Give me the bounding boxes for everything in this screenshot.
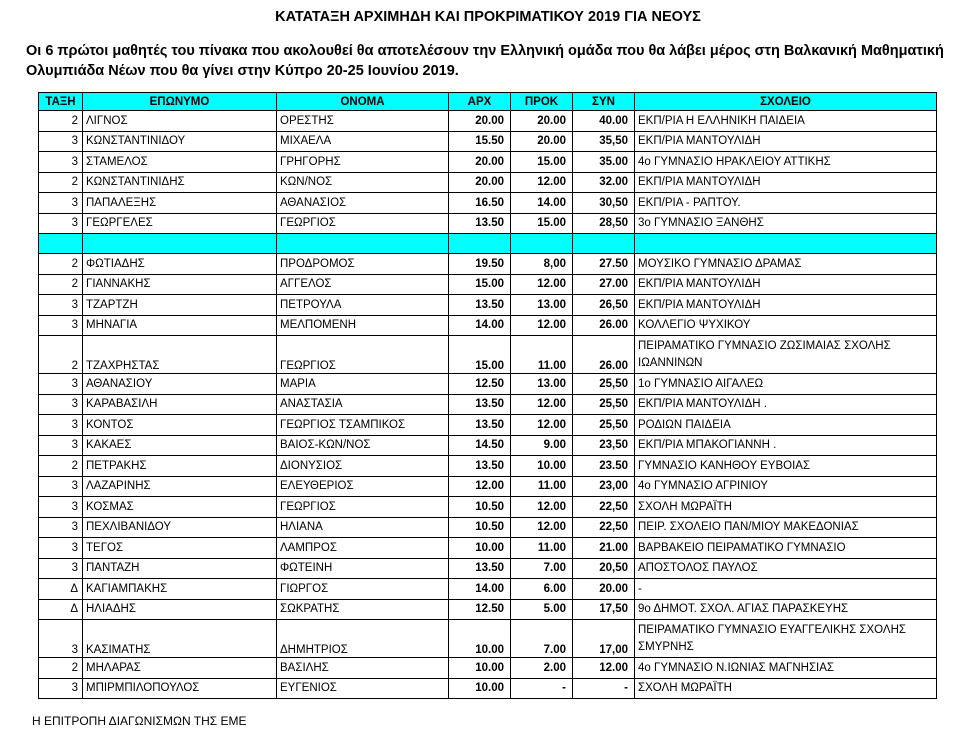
- table-cell: 3: [39, 415, 83, 436]
- table-row: [39, 152, 937, 173]
- table-row: [39, 620, 937, 658]
- table-cell: ΒΑΣΙΛΗΣ: [277, 658, 449, 679]
- table-row: [39, 315, 937, 336]
- table-cell: ΡΟΔΙΩΝ ΠΑΙΔΕΙΑ: [635, 415, 937, 436]
- table-row: [39, 172, 937, 193]
- table-cell: 3: [39, 152, 83, 173]
- table-cell: 11.00: [511, 538, 573, 559]
- table-cell: 3: [39, 131, 83, 152]
- table-cell: ΜΗΝΑΓΙΑ: [83, 315, 277, 336]
- table-cell: ΓΕΩΡΓΙΟΣ: [277, 213, 449, 234]
- table-cell: 13.50: [449, 213, 511, 234]
- table-cell: ΜΑΡΙΑ: [277, 374, 449, 395]
- table-row: [39, 336, 937, 374]
- table-cell: ΚΩΝΣΤΑΝΤΙΝΙΔΟΥ: [83, 131, 277, 152]
- table-cell: ΠΕΙΡΑΜΑΤΙΚΟ ΓΥΜΝΑΣΙΟ ΕΥΑΓΓΕΛΙΚΗΣ ΣΧΟΛΗΣ ΣΜΥΡΝΗΣ: [635, 620, 937, 658]
- table-row: [39, 658, 937, 679]
- table-row: [39, 517, 937, 538]
- table-cell: 2: [39, 111, 83, 132]
- table-cell: 8,00: [511, 254, 573, 275]
- results-table: [38, 92, 937, 699]
- table-cell: 15.00: [449, 336, 511, 374]
- separator-cell: [449, 234, 511, 254]
- table-cell: ΕΥΓΕΝΙΟΣ: [277, 678, 449, 699]
- table-cell: ΜΠΙΡΜΠΙΛΟΠΟΥΛΟΣ: [83, 678, 277, 699]
- table-cell: 25,50: [573, 415, 635, 436]
- table-cell: 3ο ΓΥΜΝΑΣΙΟ ΞΑΝΘΗΣ: [635, 213, 937, 234]
- table-cell: ΕΚΠ/ΡΙΑ ΜΑΝΤΟΥΛΙΔΗ: [635, 274, 937, 295]
- table-cell: ΕΛΕΥΘΕΡΙΟΣ: [277, 476, 449, 497]
- table-cell: 3: [39, 435, 83, 456]
- table-cell: 10.00: [449, 658, 511, 679]
- header-cell: ΑΡΧ: [449, 93, 511, 111]
- table-cell: ΣΩΚΡΑΤΗΣ: [277, 599, 449, 620]
- table-cell: 3: [39, 394, 83, 415]
- table-cell: 3: [39, 558, 83, 579]
- table-cell: 10.50: [449, 497, 511, 518]
- table-cell: ΜΕΛΠΟΜΕΝΗ: [277, 315, 449, 336]
- table-cell: ΗΛΙΑΔΗΣ: [83, 599, 277, 620]
- table-cell: 10.50: [449, 517, 511, 538]
- table-cell: 23,00: [573, 476, 635, 497]
- table-cell: 11.00: [511, 336, 573, 374]
- table-cell: 3: [39, 374, 83, 395]
- table-cell: 35.00: [573, 152, 635, 173]
- table-cell: ΜΙΧΑΕΛΑ: [277, 131, 449, 152]
- table-cell: 2.00: [511, 658, 573, 679]
- table-cell: 3: [39, 213, 83, 234]
- table-cell: 26.00: [573, 315, 635, 336]
- table-cell: 12.50: [449, 374, 511, 395]
- header-cell: ΠΡΟΚ: [511, 93, 573, 111]
- table-cell: 40.00: [573, 111, 635, 132]
- table-cell: ΕΚΠ/ΡΙΑ ΜΑΝΤΟΥΛΙΔΗ .: [635, 394, 937, 415]
- document-title: ΚΑΤΑΤΑΞΗ ΑΡΧΙΜΗΔΗ ΚΑΙ ΠΡΟΚΡΙΜΑΤΙΚΟΥ 2019 ΓΙΑ ΝΕΟΥΣ: [275, 9, 701, 25]
- table-cell: 2: [39, 274, 83, 295]
- footer-signature: Η ΕΠΙΤΡΟΠΗ ΔΙΑΓΩΝΙΣΜΩΝ ΤΗΣ ΕΜΕ: [32, 714, 247, 728]
- table-cell: 12.00: [449, 476, 511, 497]
- table-cell: ΦΩΤΕΙΝΗ: [277, 558, 449, 579]
- header-cell: ΣΥΝ: [573, 93, 635, 111]
- table-cell: ΓΕΩΡΓΕΛΕΣ: [83, 213, 277, 234]
- table-cell: ΓΙΑΝΝΑΚΗΣ: [83, 274, 277, 295]
- table-cell: ΠΡΟΔΡΟΜΟΣ: [277, 254, 449, 275]
- table-cell: 20.00: [449, 172, 511, 193]
- table-cell: ΣΤΑΜΕΛΟΣ: [83, 152, 277, 173]
- separator-row: [39, 234, 937, 254]
- table-cell: 4ο ΓΥΜΝΑΣΙΟ ΑΓΡΙΝΙΟΥ: [635, 476, 937, 497]
- table-cell: ΕΚΠ/ΡΙΑ ΜΠΑΚΟΓΙΑΝΝΗ .: [635, 435, 937, 456]
- table-cell: ΓΥΜΝΑΣΙΟ ΚΑΝΗΘΟΥ ΕΥΒΟΙΑΣ: [635, 456, 937, 477]
- table-cell: 7.00: [511, 558, 573, 579]
- table-cell: 27.50: [573, 254, 635, 275]
- document-subtitle: Οι 6 πρώτοι μαθητές του πίνακα που ακολουθεί θα αποτελέσουν την Ελληνική ομάδα που θα λάβει μέρος στη Βαλκανική Μαθηματική Ολυμπιάδα Νέων που θα γίνει στην Κύπρο 20-25 Ιουνίου 2019.: [26, 43, 944, 79]
- table-cell: ΓΕΩΡΓΙΟΣ ΤΣΑΜΠΙΚΟΣ: [277, 415, 449, 436]
- table-cell: 14.00: [511, 193, 573, 214]
- table-cell: 13.50: [449, 558, 511, 579]
- table-cell: ΠΕΤΡΑΚΗΣ: [83, 456, 277, 477]
- table-row: [39, 111, 937, 132]
- table-row: [39, 599, 937, 620]
- table-cell: 12.00: [511, 315, 573, 336]
- table-cell: 12.00: [511, 172, 573, 193]
- table-cell: 17,50: [573, 599, 635, 620]
- table-cell: 13.50: [449, 456, 511, 477]
- table-cell: 3: [39, 315, 83, 336]
- table-cell: 19.50: [449, 254, 511, 275]
- table-cell: 20.00: [511, 111, 573, 132]
- table-cell: 9ο ΔΗΜΟΤ. ΣΧΟΛ. ΑΓΙΑΣ ΠΑΡΑΣΚΕΥΗΣ: [635, 599, 937, 620]
- table-row: [39, 415, 937, 436]
- table-header-row: [39, 93, 937, 111]
- table-cell: ΓΡΗΓΟΡΗΣ: [277, 152, 449, 173]
- table-cell: Δ: [39, 599, 83, 620]
- table-cell: ΚΑΣΙΜΑΤΗΣ: [83, 620, 277, 658]
- table-cell: ΟΡΕΣΤΗΣ: [277, 111, 449, 132]
- table-cell: -: [635, 579, 937, 600]
- table-cell: 12.00: [573, 658, 635, 679]
- table-cell: 14.00: [449, 315, 511, 336]
- table-cell: 22,50: [573, 497, 635, 518]
- table-cell: 4ο ΓΥΜΝΑΣΙΟ Ν.ΙΩΝΙΑΣ ΜΑΓΝΗΣΙΑΣ: [635, 658, 937, 679]
- table-cell: 13.50: [449, 415, 511, 436]
- separator-cell: [511, 234, 573, 254]
- table-cell: 16.50: [449, 193, 511, 214]
- table-cell: 3: [39, 295, 83, 316]
- table-cell: ΣΧΟΛΗ ΜΩΡΑΪΤΗ: [635, 678, 937, 699]
- table-cell: 14.50: [449, 435, 511, 456]
- table-body: [39, 111, 937, 699]
- separator-cell: [83, 234, 277, 254]
- table-cell: ΕΚΠ/ΡΙΑ - ΡΑΠΤΟΥ.: [635, 193, 937, 214]
- table-cell: 20.00: [511, 131, 573, 152]
- table-cell: ΚΑΚΑΕΣ: [83, 435, 277, 456]
- table-cell: ΣΧΟΛΗ ΜΩΡΑΪΤΗ: [635, 497, 937, 518]
- table-cell: 12.50: [449, 599, 511, 620]
- table-cell: 1ο ΓΥΜΝΑΣΙΟ ΑΙΓΑΛΕΩ: [635, 374, 937, 395]
- table-cell: ΗΛΙΑΝΑ: [277, 517, 449, 538]
- table-cell: 4ο ΓΥΜΝΑΣΙΟ ΗΡΑΚΛΕΙΟΥ ΑΤΤΙΚΗΣ: [635, 152, 937, 173]
- table-cell: ΑΓΓΕΛΟΣ: [277, 274, 449, 295]
- table-cell: ΚΩΝ/ΝΟΣ: [277, 172, 449, 193]
- table-cell: 9.00: [511, 435, 573, 456]
- table-cell: 12.00: [511, 497, 573, 518]
- table-row: [39, 193, 937, 214]
- table-cell: 15.50: [449, 131, 511, 152]
- table-cell: ΚΑΓΙΑΜΠΑΚΗΣ: [83, 579, 277, 600]
- table-cell: 10.00: [449, 620, 511, 658]
- table-cell: 32.00: [573, 172, 635, 193]
- table-cell: ΠΕΤΡΟΥΛΑ: [277, 295, 449, 316]
- separator-cell: [635, 234, 937, 254]
- table-cell: 20.00: [449, 111, 511, 132]
- table-cell: ΤΕΓΟΣ: [83, 538, 277, 559]
- table-cell: 23.50: [573, 456, 635, 477]
- table-cell: 10.00: [449, 538, 511, 559]
- table-row: [39, 295, 937, 316]
- table-cell: ΛΑΜΠΡΟΣ: [277, 538, 449, 559]
- table-cell: ΚΩΝΣΤΑΝΤΙΝΙΔΗΣ: [83, 172, 277, 193]
- table-cell: 2: [39, 658, 83, 679]
- separator-cell: [277, 234, 449, 254]
- table-cell: 25,50: [573, 394, 635, 415]
- header-cell: ΕΠΩΝΥΜΟ: [83, 93, 277, 111]
- table-cell: 13.00: [511, 295, 573, 316]
- table-cell: ΚΟΣΜΑΣ: [83, 497, 277, 518]
- table-row: [39, 374, 937, 395]
- table-cell: 28,50: [573, 213, 635, 234]
- table-cell: ΕΚΠ/ΡΙΑ ΜΑΝΤΟΥΛΙΔΗ: [635, 131, 937, 152]
- table-cell: ΤΖΑΡΤΖΗ: [83, 295, 277, 316]
- table-cell: 2: [39, 254, 83, 275]
- table-cell: 10.00: [449, 678, 511, 699]
- table-cell: 26,50: [573, 295, 635, 316]
- table-cell: ΕΚΠ/ΡΙΑ ΜΑΝΤΟΥΛΙΔΗ: [635, 295, 937, 316]
- table-cell: 13.00: [511, 374, 573, 395]
- table-cell: -: [511, 678, 573, 699]
- table-cell: 21.00: [573, 538, 635, 559]
- table-cell: 2: [39, 172, 83, 193]
- table-cell: ΚΟΛΛΕΓΙΟ ΨΥΧΙΚΟΥ: [635, 315, 937, 336]
- table-cell: ΑΘΑΝΑΣΙΟΣ: [277, 193, 449, 214]
- table-cell: 14.00: [449, 579, 511, 600]
- table-cell: 2: [39, 336, 83, 374]
- header-cell: ΣΧΟΛΕΙΟ: [635, 93, 937, 111]
- table-cell: 12.00: [511, 415, 573, 436]
- header-cell: ΟΝΟΜΑ: [277, 93, 449, 111]
- table-cell: 3: [39, 193, 83, 214]
- table-cell: 12.00: [511, 394, 573, 415]
- separator-cell: [573, 234, 635, 254]
- table-row: [39, 558, 937, 579]
- table-row: [39, 274, 937, 295]
- table-cell: ΚΑΡΑΒΑΣΙΛΗ: [83, 394, 277, 415]
- table-cell: 15.00: [449, 274, 511, 295]
- table-cell: -: [573, 678, 635, 699]
- table-cell: ΚΟΝΤΟΣ: [83, 415, 277, 436]
- table-cell: 3: [39, 678, 83, 699]
- table-cell: 3: [39, 517, 83, 538]
- table-cell: ΛΑΖΑΡΙΝΗΣ: [83, 476, 277, 497]
- table-cell: 20,50: [573, 558, 635, 579]
- table-cell: 23,50: [573, 435, 635, 456]
- table-cell: ΠΕΙΡΑΜΑΤΙΚΟ ΓΥΜΝΑΣΙΟ ΖΩΣΙΜΑΙΑΣ ΣΧΟΛΗΣ ΙΩΑΝΝΙΝΩΝ: [635, 336, 937, 374]
- table-cell: 13.50: [449, 295, 511, 316]
- table-cell: 2: [39, 456, 83, 477]
- table-cell: 5.00: [511, 599, 573, 620]
- table-row: [39, 394, 937, 415]
- table-cell: 15.00: [511, 152, 573, 173]
- table-cell: ΒΑΡΒΑΚΕΙΟ ΠΕΙΡΑΜΑΤΙΚΟ ΓΥΜΝΑΣΙΟ: [635, 538, 937, 559]
- table-cell: ΠΕΧΛΙΒΑΝΙΔΟΥ: [83, 517, 277, 538]
- table-cell: ΜΗΛΑΡΑΣ: [83, 658, 277, 679]
- table-cell: 12.00: [511, 274, 573, 295]
- table-cell: 27.00: [573, 274, 635, 295]
- table-cell: ΔΙΟΝΥΣΙΟΣ: [277, 456, 449, 477]
- table-cell: ΓΕΩΡΓΙΟΣ: [277, 497, 449, 518]
- table-cell: 22,50: [573, 517, 635, 538]
- table-row: [39, 254, 937, 275]
- table-cell: 3: [39, 476, 83, 497]
- table-cell: ΕΚΠ/ΡΙΑ ΜΑΝΤΟΥΛΙΔΗ: [635, 172, 937, 193]
- table-cell: 3: [39, 538, 83, 559]
- table-cell: 11.00: [511, 476, 573, 497]
- table-cell: ΕΚΠ/ΡΙΑ Η ΕΛΛΗΝΙΚΗ ΠΑΙΔΕΙΑ: [635, 111, 937, 132]
- table-cell: ΠΑΝΤΑΖΗ: [83, 558, 277, 579]
- table-cell: 35,50: [573, 131, 635, 152]
- table-cell: 30,50: [573, 193, 635, 214]
- table-cell: 7.00: [511, 620, 573, 658]
- table-cell: ΑΝΑΣΤΑΣΙΑ: [277, 394, 449, 415]
- table-row: [39, 456, 937, 477]
- table-row: [39, 579, 937, 600]
- table-cell: ΓΕΩΡΓΙΟΣ: [277, 336, 449, 374]
- table-cell: 20.00: [449, 152, 511, 173]
- table-cell: 15.00: [511, 213, 573, 234]
- table-cell: 6.00: [511, 579, 573, 600]
- header-cell: ΤΑΞΗ: [39, 93, 83, 111]
- table-cell: ΜΟΥΣΙΚΟ ΓΥΜΝΑΣΙΟ ΔΡΑΜΑΣ: [635, 254, 937, 275]
- table-cell: ΓΙΩΡΓΟΣ: [277, 579, 449, 600]
- table-cell: ΛΙΓΝΟΣ: [83, 111, 277, 132]
- table-row: [39, 497, 937, 518]
- table-cell: 13.50: [449, 394, 511, 415]
- table-cell: ΠΕΙΡ. ΣΧΟΛΕΙΟ ΠΑΝ/ΜΙΟΥ ΜΑΚΕΔΟΝΙΑΣ: [635, 517, 937, 538]
- table-cell: ΒΑΙΟΣ-ΚΩΝ/ΝΟΣ: [277, 435, 449, 456]
- table-cell: ΠΑΠΑΛΕΞΗΣ: [83, 193, 277, 214]
- table-row: [39, 213, 937, 234]
- table-row: [39, 538, 937, 559]
- table-cell: 12.00: [511, 517, 573, 538]
- table-cell: Δ: [39, 579, 83, 600]
- table-row: [39, 131, 937, 152]
- table-cell: 25,50: [573, 374, 635, 395]
- table-cell: ΔΗΜΗΤΡΙΟΣ: [277, 620, 449, 658]
- table-cell: ΤΖΑΧΡΗΣΤΑΣ: [83, 336, 277, 374]
- table-cell: ΑΘΑΝΑΣΙΟΥ: [83, 374, 277, 395]
- table-cell: 3: [39, 497, 83, 518]
- table-cell: 17,00: [573, 620, 635, 658]
- table-cell: 20.00: [573, 579, 635, 600]
- separator-cell: [39, 234, 83, 254]
- table-cell: ΦΩΤΙΑΔΗΣ: [83, 254, 277, 275]
- table-cell: 10.00: [511, 456, 573, 477]
- table-cell: ΑΠΟΣΤΟΛΟΣ ΠΑΥΛΟΣ: [635, 558, 937, 579]
- table-cell: 3: [39, 620, 83, 658]
- table-cell: 26.00: [573, 336, 635, 374]
- table-row: [39, 476, 937, 497]
- table-row: [39, 435, 937, 456]
- table-row: [39, 678, 937, 699]
